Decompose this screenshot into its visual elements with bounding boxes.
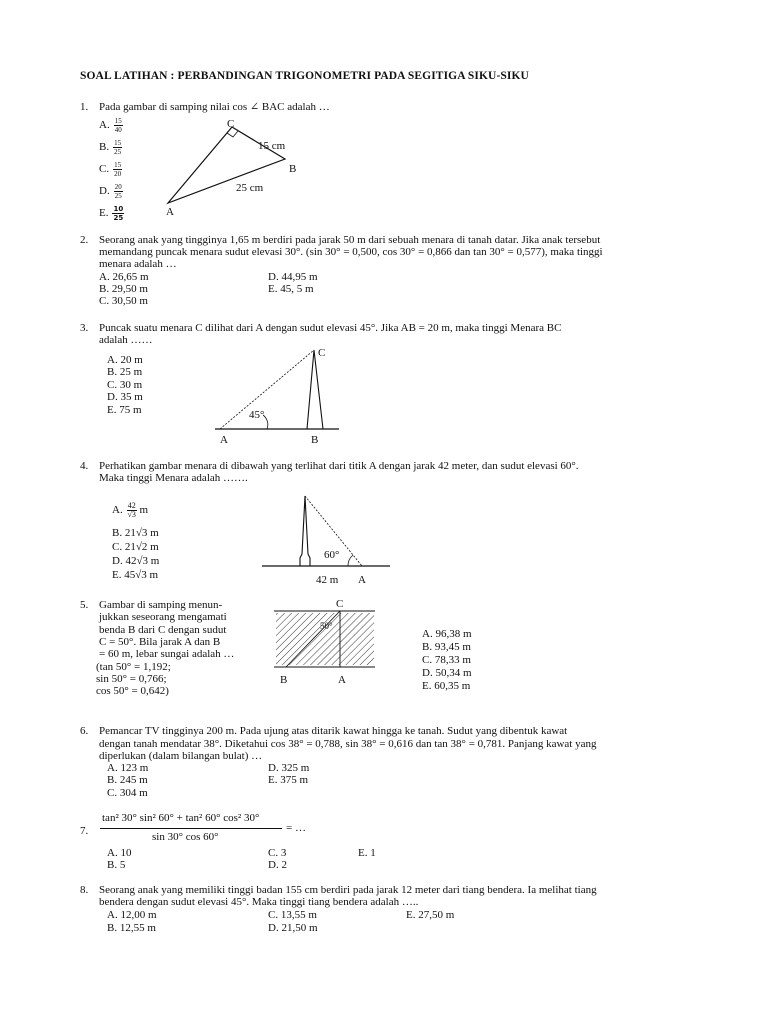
q5-text-line: sin 50° = 0,766; [96,672,167,685]
q4-number: 4. [80,460,89,472]
q5-text-line: Gambar di samping menun- [99,599,223,611]
fraction-denominator: 25 [114,192,122,200]
q5-option-b: B. 93,45 m [422,641,471,653]
option-letter: C. [99,163,110,176]
option-letter: E. [99,207,109,220]
q7-denominator: sin 30° cos 60° [152,831,219,843]
q4-option-d: D. 42√3 m [112,555,160,567]
triangle-abc [168,127,285,203]
sight-line [220,350,314,429]
q1-option-a [99,117,123,134]
label-c: C [318,347,326,359]
q2-option-c: C. 30,50 m [99,295,148,307]
fraction-numerator: 10 [113,205,124,213]
option-letter: D. [99,185,110,198]
q1-option-e [99,205,124,222]
q3-option-e: E. 75 m [107,404,142,416]
q4-option-c: C. 21√2 m [112,541,159,553]
q1-option-c [99,161,122,178]
q3-option-b: B. 25 m [107,366,143,378]
option-fraction [112,205,124,222]
q5-option-e: E. 60,35 m [422,680,471,692]
fraction-numerator: 20 [114,183,122,191]
q3-option-c: C. 30 m [107,379,143,391]
label-a: A [220,434,228,446]
option-fraction [113,139,122,156]
q8-option-e: E. 27,50 m [406,909,455,921]
label-b: B [280,674,288,686]
q4-a-denominator: √3 [127,510,136,519]
q7-number: 7. [80,825,89,837]
label-c: C [227,118,235,130]
option-letter: A. [99,119,110,132]
q2-option-e: E. 45, 5 m [268,283,314,295]
q3-line2: adalah …… [99,334,153,346]
q6-option-d: D. 325 m [268,762,310,774]
q5-river-figure [272,597,382,689]
q7-fraction-bar [100,828,282,829]
q1-option-b [99,139,122,156]
label-cb: 15 cm [258,140,286,152]
q8-option-a: A. 12,00 m [107,909,157,921]
q2-line2: memandang puncak menara sudut elevasi 30°. (sin 30° = 0,500, cos 30° = 0,866 dan tan 30° = 0,577), maka tinggi [99,246,603,258]
q8-line2: bendera dengan sudut elevasi 45°. Maka tinggi tiang bendera adalah ….. [99,896,419,908]
q8-line1: Seorang anak yang memiliki tinggi badan 155 cm berdiri pada jarak 12 meter dari tiang bendera. Ia melihat tiang [99,884,597,896]
tower [307,350,323,429]
fraction-denominator: 40 [114,126,122,134]
q7-option-c: C. 3 [268,847,287,859]
q2-line3: menara adalah … [99,258,177,270]
q4-line1: Perhatikan gambar menara di dibawah yang terlihat dari titik A dengan jarak 42 meter, dan sudut elevasi 60°. [99,460,579,472]
fraction-denominator: 25 [114,148,122,156]
fraction-numerator: 15 [114,161,122,169]
option-fraction [114,183,123,200]
q6-option-c: C. 304 m [107,787,148,799]
fraction-denominator: 20 [114,170,122,178]
q3-option-a: A. 20 m [107,354,143,366]
label-ab: 25 cm [236,182,264,194]
fraction-denominator: 25 [113,214,124,222]
label-c: C [336,598,344,610]
q5-option-d: D. 50,34 m [422,667,472,679]
q5-text-line: C = 50°. Bila jarak A dan B [99,635,221,648]
q4-line2: Maka tinggi Menara adalah ……. [99,472,248,484]
q4-option-a-unit: m [139,504,149,517]
q5-text-line: cos 50° = 0,642) [96,685,169,698]
q2-option-a: A. 26,65 m [99,271,149,283]
label-b: B [311,434,319,446]
q6-line2: dengan tanah mendatar 38°. Diketahui cos 38° = 0,788, sin 38° = 0,616 dan tan 38° = 0,781. Panjang kawat yang [99,738,597,750]
option-fraction [114,117,123,134]
q3-number: 3. [80,322,89,334]
q7-option-b: B. 5 [107,859,126,871]
q3-line1: Puncak suatu menara C dilihat dari A dengan sudut elevasi 45°. Jika AB = 20 m, maka tinggi Menara BC [99,322,562,334]
q4-tower-figure [262,492,392,587]
q5-option-a: A. 96,38 m [422,628,472,640]
label-a: A [166,206,174,218]
q4-a-numerator: 42 [127,501,136,510]
option-fraction [113,161,122,178]
q5-text-line: jukkan seseorang mengamati [99,611,227,624]
label-a: A [338,674,346,686]
q5-text-line: benda B dari C dengan sudut [99,623,227,636]
q2-option-b: B. 29,50 m [99,283,148,295]
q1-text: Pada gambar di samping nilai cos ∠ BAC adalah … [99,101,330,113]
option-letter: B. [99,141,110,154]
q7-numerator: tan² 30° sin² 60° + tan² 60° cos² 30° [102,812,260,824]
q5-option-c: C. 78,33 m [422,654,471,666]
q4-option-a [112,502,148,519]
q4-option-a-letter: A. [112,504,123,517]
q1-option-d [99,183,123,200]
distance-label: 42 m [316,574,339,586]
q3-tower-figure [215,345,345,445]
q6-option-b: B. 245 m [107,774,148,786]
fraction-numerator: 15 [114,117,122,125]
tower [300,496,310,566]
angle-label: 60° [324,549,340,561]
angle-label: 45° [249,409,265,421]
q8-number: 8. [80,884,89,896]
label-a: A [358,574,366,586]
q6-line3: diperlukan (dalam bilangan bulat) … [99,750,263,762]
label-b: B [289,163,297,175]
q8-option-d: D. 21,50 m [268,922,318,934]
q2-option-d: D. 44,95 m [268,271,318,283]
q6-number: 6. [80,725,89,737]
q4-option-e: E. 45√3 m [112,569,159,581]
q7-tail: = … [286,822,306,834]
q8-option-c: C. 13,55 m [268,909,317,921]
q7-option-d: D. 2 [268,859,287,871]
angle-arc [348,555,353,566]
q6-option-a: A. 123 m [107,762,149,774]
q1-number: 1. [80,101,89,113]
q4-option-b: B. 21√3 m [112,527,159,539]
angle-label: 50° [320,621,333,631]
q1-triangle-figure [160,115,320,218]
q8-option-b: B. 12,55 m [107,922,156,934]
q3-option-d: D. 35 m [107,391,143,403]
q6-option-e: E. 375 m [268,774,309,786]
fraction-numerator: 15 [114,139,122,147]
q5-text-line: = 60 m, lebar sungai adalah … [99,648,235,661]
q2-line1: Seorang anak yang tingginya 1,65 m berdiri pada jarak 50 m dari sebuah menara di tanah datar. Jika anak tersebut [99,234,601,246]
page-title: SOAL LATIHAN : PERBANDINGAN TRIGONOMETRI PADA SEGITIGA SIKU-SIKU [80,70,529,82]
q2-number: 2. [80,234,89,246]
q6-line1: Pemancar TV tingginya 200 m. Pada ujung atas ditarik kawat hingga ke tanah. Sudut yang dibentuk kawat [99,725,568,737]
q5-text-line: (tan 50° = 1,192; [96,660,171,673]
q7-option-e: E. 1 [358,847,376,859]
q5-number: 5. [80,599,89,611]
q7-option-a: A. 10 [107,847,132,859]
